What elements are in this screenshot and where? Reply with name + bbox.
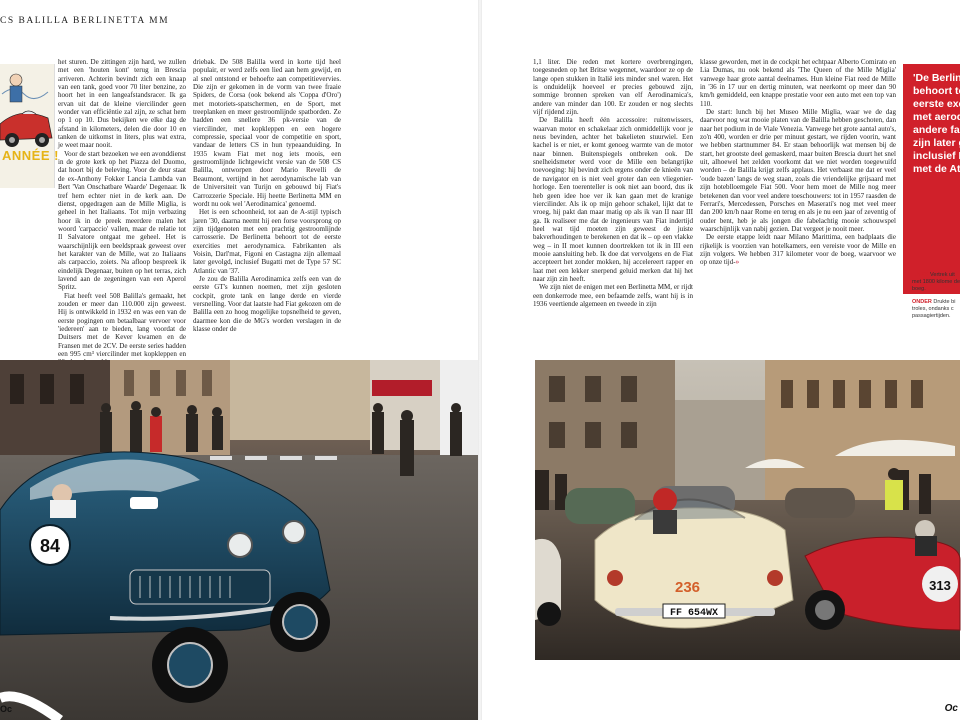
continue-mark: » (735, 258, 740, 267)
paragraph: het sturen. De zittingen zijn hard, we zullen met een 'houten kont' terug in Brescia arriveren. Achterin bevindt zich een knaap van een tank, goed voor 70 liter benzine, zo hoort het in een langeafstandsracer. Ik ga ervan uit dat de kleine viercilinder geen wonder van efficiëntie zal zijn, ze schat hem op 1 op 10. Dus bekijken we elke dag de afstand in kilometers, delen die door 10 en tanken de uitkomst in liters, plus wat extra, je weet maar nooit. (58, 58, 186, 150)
running-head-prefix: CS (0, 16, 15, 26)
paragraph: Voor de start bezoeken we een avonddienst in de grote kerk op het Piazza del Duomo, dat hoort bij de beleving. Voor de deur staat de ex-Anthony Fokker Lancia Lambda van Bert 'Van Onschatbare Waarde' Degenaar. Ik tref hem echter niet in de kerk aan. De dienst, opgedragen aan de Mille Miglia, is geheel in het Italiaans. Tot mijn verbazing hoor ik in de preek meerdere malen het woord 'carpaccio' vallen, maar de relatie tot Il Salvatore ontgaat me geheel. Het is waarschijnlijk een beeldspraak geweest over het karakter van de Mille, wat zo Italiaans als carpaccio, zoiets. Na afloop bespreek ik eindelijk Degenaar, buiten op het terras, zich lavend aan de zegeningen van een Aperol Spritz. (58, 149, 186, 292)
left-column-2 (193, 58, 341, 333)
paragraph: De start: lunch bij het Museo Mille Miglia, waar we de dag daarvoor nog wat mooie platen van de Balilla hebben geschoten, dan naar het podium in de Viale Venezia. Vanwege het grote aantal auto's, zo'n 400, worden er drie per minuut gestart, we rijden voorin, want we hebben startnummer 84. Er staan behoorlijk wat mensen bij de start, het grootste deel gemaskerd, maar buiten Brescia duurt het snel uit, alhoewel het zelden voorkomt dat we niet worden toegewuifd worden – de Balilla krijgt zelfs applaus. Het verbaast me dat er veel 'oude bazen' langs de weg staan, zoals die vriendelijke grijsaard met zijn hoteblloemgele Fiat 500. Voor hem moet de Mille nog meer betekenen dan voor veel andere toeschouwers: tot in 1957 raasden de Ferrari's, Mercedessen, Porsches en Maserati's nog met veel meer dan 200 km/h naar Rome en terug en als je nu een jaar of zeventig of ouder bent, heb je als jongen die fabelachtig mooie schouwspel waarschijnlijk van nabij gezien. Dat vergeet je nooit meer. (700, 108, 896, 233)
paragraph: klasse geworden, met in de cockpit het echtpaar Alberto Comirato en Lia Dumas, nu ook bekend als 'The Queen of the Mille Miglia' vanwege haar grote aantal deelnames. Hun kleine Fiat reed de Mille in '36 in 17 uur en dertig minuten, wat neerkomt op meer dan 90 km/h gemiddeld, een knappe prestatie voor een auto met een top van 110. (700, 58, 896, 108)
pull-quote-line: andere fabr (913, 124, 971, 136)
running-head-title: BALILLA BERLINETTA MM (18, 16, 170, 26)
paragraph: De Balilla heeft één accessoire: ruitenwissers, waarvan motor en schakelaar zich onmiddellijk voor je neus bevinden, achter het bakelieten stuurwiel. Een kachel is er niet, er komt genoeg warmte van de motor naar binnen. Buitenspiegels ontbreken ook. De snelheidsmeter werd voor de Mille een belangrijke toevoeging: hij bevindt zich ergens onder de knieën van de navigator en is niet veel groter dan een vliegenier-horloge. Een toerenteller is ook niet aan boord, dus ik heb geen idee hoe ver ik kan gaan met de kranige viercilinder. Als ik op mijn gehoor schakel, lijkt dat te vroeg, hij pakt dan maar matig op als ik van II naar III ga. Ik realiseer me dat de ingenieurs van Fiat indertijd heel wat tijd moeten zijn geweest de juiste bakverhoudingen te berekenen en dat ik – op een vlakke weg – in II moet kunnen doortrekken tot ik in III een mooie aansluiting heb. Ik doe dat vervolgens en de Fiat accepteert het zonder mokken, hij accelereert rapper en laat met een lekker snerpend geluid merken dat hij het naar zijn zin heeft. (533, 116, 693, 283)
blue-berlinetta-scene (0, 360, 478, 720)
pull-quote-line: 'De Berline (913, 72, 968, 84)
paragraph: Je zou de Balilla Aerodinamica zelfs een van de eerste GT's kunnen noemen, met zijn gesloten cockpit, grote tank en lange derde en vierde versnelling. Voor dat laatste had Fiat gekozen om de Balilla een zo hoog mogelijke topsnelheid te geven, daarmee kon die de MG's worden verslagen in de klasse onder de (193, 274, 341, 333)
pull-quote-line: zijn later g (913, 137, 965, 149)
red-car-race-number: 313 (929, 578, 951, 593)
paragraph: Het is een schoonheid, tot aan de A-stijl typisch jaren '30, daarna neemt hij een forse voorsprong op zijn tijdgenoten met een prachtig gestroomlijnde carrosserie. De Berlinetta behoort tot de eerste exercities met aerodynamica. Fabrikanten als Voisin, Darl'mat, Figoni en Castagna zijn allemaal later gevolgd, inclusief Bugatti met de Type 57 SC Atlantic van '37. (193, 208, 341, 275)
caption-onder (912, 299, 960, 320)
pull-quote (903, 64, 973, 294)
right-car-race-number: 236 (675, 579, 701, 596)
cartoon-drawing (0, 64, 54, 188)
right-column-1 (533, 58, 693, 308)
cartoon-caption: ANNÉE ! (2, 148, 59, 163)
left-car-start-number: 84 (39, 536, 61, 556)
pull-quote-line: inclusief Bu (913, 150, 973, 162)
paragraph: Fiat heeft veel 508 Balilla's gemaakt, het zouden er meer dan 110.000 zijn geweest. Hij is ontwikkeld in 1932 en was een van de eerste pogingen om betaalbaar vervoer voor 'iedereen' aan te bieden, lang voordat de Duitsers met de Kever kwamen en de Fransen met de 2CV. De eerste series hadden een 995 cm³ viercilinder met kopkleppen en (58, 291, 186, 359)
right-column-2 (700, 58, 896, 267)
photo-street-scene (535, 360, 960, 660)
photo-blue-berlinetta (0, 360, 478, 720)
paragraph (700, 233, 896, 266)
left-column-1 (58, 58, 186, 367)
photo-captions (912, 272, 960, 320)
street-scene-drawing (535, 360, 960, 660)
caption-text: Drukte bi troles, ondanks c passagiertijden. (912, 299, 956, 319)
running-head (0, 16, 169, 26)
pull-quote-line: met de Atla (913, 163, 970, 175)
caption-links (912, 272, 960, 293)
right-car-plate: FF 654WX (669, 608, 719, 619)
caption-label: LINKS (912, 272, 929, 278)
folio-right: Oc (944, 703, 958, 714)
pull-quote-line: eerste exer (913, 98, 969, 110)
paragraph: driebak. De 508 Balilla werd in korte tijd heel populair, er werd zelfs een lied aan hem gewijd, en al snel ontstond er behoefte aan competitievervies. Die zijn er gekomen in de vorm van twee fraaie Spiders, de Corsa (ook bekend als 'Coppa d'Oro') met motoriets-spatschermen, en de Sport, met treeplanken en meer gestroomlijnde spatborden. Ze hadden een snellere 36 pk-versie van de viercilinder, met kopkleppen en een hogere compressie, speciaal voor de competitie en sport, vandaar de letters CS in hun typeaanduiding. In 1935 kwam Fiat met nog iets moois, een gestroomlijnde lichtgewicht versie van de 508 CS Balilla, ontworpen door Mario Revelli de Beaumont, vertijnd in het aerodynamische lab van de Universiteit van Turijn en gebouwd bij Fiat's Carrozzerie Speciale. Hij heette Berlinetta MM en wordt nu ook wel 'Aerodinamica' genoemd. (193, 58, 341, 208)
paragraph: 1,1 liter. Die reden met kortere overbrengingen, toegesneden op het Britse wegennet, waardoor ze op de lange open stukken in Italië iets minder snel waren. Het is onduidelijk hoeveel er precies gebouwd zijn, sommige bronnen spreken van elf Aerodinamica's, andere van minder dan 100. Er zouden er nog slechts vijf rijdend zijn. (533, 58, 693, 117)
pull-quote-line: behoort tot (913, 85, 969, 97)
caption-text: Vertrek uit met 1800 kilome de boeg. (912, 272, 960, 292)
folio-left: Oc (0, 704, 13, 714)
caption-label: ONDER (912, 299, 932, 305)
cartoon-illustration (0, 64, 55, 188)
page-gutter (478, 0, 482, 720)
paragraph: We zijn niet de enigen met een Berlinetta MM, er rijdt een donkerrode mee, een befaamde zelfs, want hij is in 1936 veertiende algemeen en tweede in zijn (533, 283, 693, 308)
pull-quote-line: met aerody (913, 111, 970, 123)
paragraph-text: De eerste etappe leidt naar Milano Marittima, een badplaats die rijkelijk is voorzien van hotelkamers, een vereiste voor de Mille en zijn volgers. We hebben 317 kilometer voor de boeg, waarvoor we op onze tijd- (700, 233, 896, 267)
